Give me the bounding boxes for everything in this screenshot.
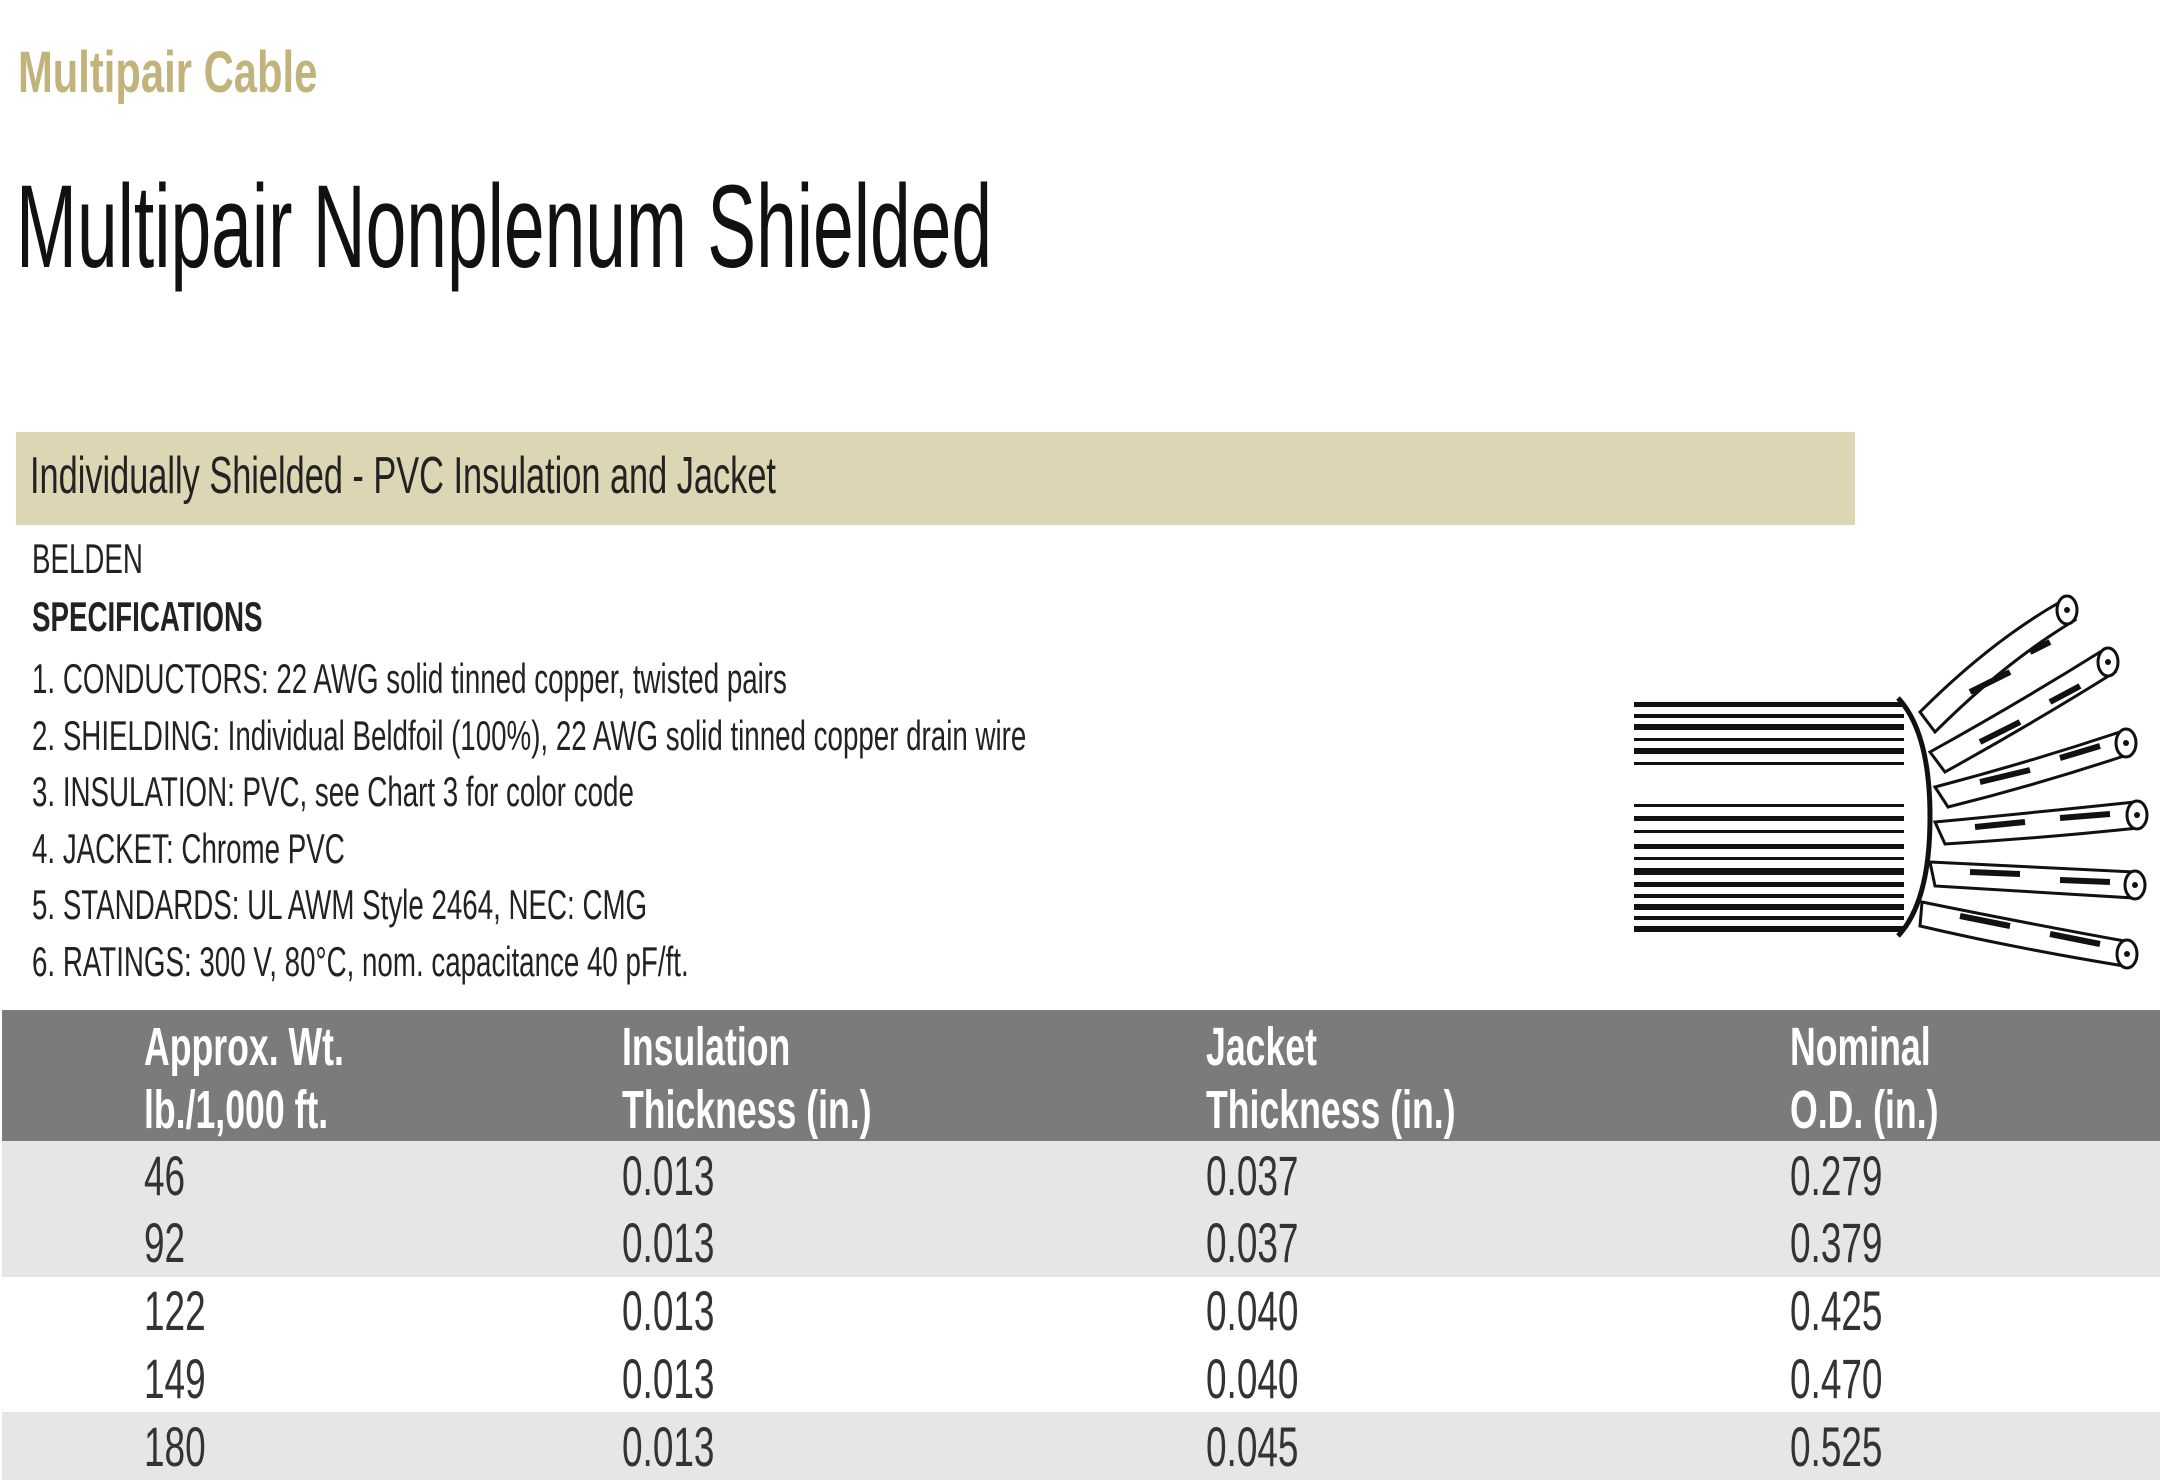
column-header-line: Nominal [1790, 1017, 1931, 1077]
category-label: Multipair Cable [18, 40, 318, 105]
column-header-jacket-thickness [1206, 1010, 1790, 1141]
cell-od: 0.525 [1790, 1414, 1883, 1478]
column-header-line: Jacket [1206, 1017, 1317, 1077]
column-header-line: Thickness (in.) [622, 1079, 872, 1140]
table-row [2, 1412, 2160, 1480]
cell-jacket: 0.045 [1206, 1414, 1299, 1478]
cell-jacket: 0.040 [1206, 1347, 1299, 1411]
cell-od: 0.279 [1790, 1143, 1883, 1207]
cell-insulation: 0.013 [622, 1279, 715, 1343]
table-row [2, 1345, 2160, 1413]
column-header-nominal-od [1790, 1010, 2160, 1141]
cell-weight: 92 [144, 1211, 186, 1275]
spec-item-jacket: 4. JACKET: Chrome PVC [32, 824, 345, 872]
spec-item-insulation: 3. INSULATION: PVC, see Chart 3 for color code [32, 768, 634, 815]
spec-item-shielding: 2. SHIELDING: Individual Beldfoil (100%), 22 AWG solid tinned copper drain wire [32, 711, 1027, 759]
cell-weight: 46 [144, 1143, 186, 1207]
cell-weight: 149 [144, 1347, 206, 1411]
column-header-line: Insulation [622, 1017, 791, 1077]
column-header-line: Approx. Wt. [144, 1017, 344, 1077]
table-header-row [2, 1010, 2160, 1141]
column-header-approx-weight [2, 1010, 622, 1141]
multipair-cable-icon [1630, 582, 2160, 974]
column-header-line: lb./1,000 ft. [144, 1079, 329, 1140]
cell-insulation: 0.013 [622, 1347, 715, 1411]
brand-label: BELDEN [32, 535, 143, 582]
page-title: Multipair Nonplenum Shielded [16, 161, 993, 293]
spec-item-standards: 5. STANDARDS: UL AWM Style 2464, NEC: CMG [32, 881, 648, 928]
cell-weight: 180 [144, 1414, 206, 1478]
section-band-label: Individually Shielded - PVC Insulation and Jacket [30, 447, 776, 505]
column-header-insulation-thickness [622, 1010, 1206, 1141]
cell-insulation: 0.013 [622, 1211, 715, 1275]
cell-weight: 122 [144, 1279, 206, 1343]
cell-od: 0.379 [1790, 1211, 1883, 1275]
cable-data-table [2, 1010, 2160, 1480]
cell-insulation: 0.013 [622, 1143, 715, 1207]
section-band [16, 432, 1855, 525]
table-row [2, 1209, 2160, 1277]
cell-jacket: 0.040 [1206, 1279, 1299, 1343]
specifications-list [32, 655, 1539, 997]
cable-jacket [1634, 702, 1904, 932]
column-header-line: O.D. (in.) [1790, 1079, 1939, 1140]
table-row [2, 1141, 2160, 1209]
cell-od: 0.425 [1790, 1279, 1883, 1343]
cell-od: 0.470 [1790, 1347, 1883, 1411]
spec-item-conductors: 1. CONDUCTORS: 22 AWG solid tinned copper, twisted pairs [32, 655, 787, 702]
specifications-heading: SPECIFICATIONS [32, 593, 263, 640]
table-row [2, 1277, 2160, 1345]
column-header-line: Thickness (in.) [1206, 1079, 1456, 1140]
cell-insulation: 0.013 [622, 1414, 715, 1478]
cell-jacket: 0.037 [1206, 1143, 1299, 1207]
spec-item-ratings: 6. RATINGS: 300 V, 80°C, nom. capacitance 40 pF/ft. [32, 937, 689, 985]
cell-jacket: 0.037 [1206, 1211, 1299, 1275]
